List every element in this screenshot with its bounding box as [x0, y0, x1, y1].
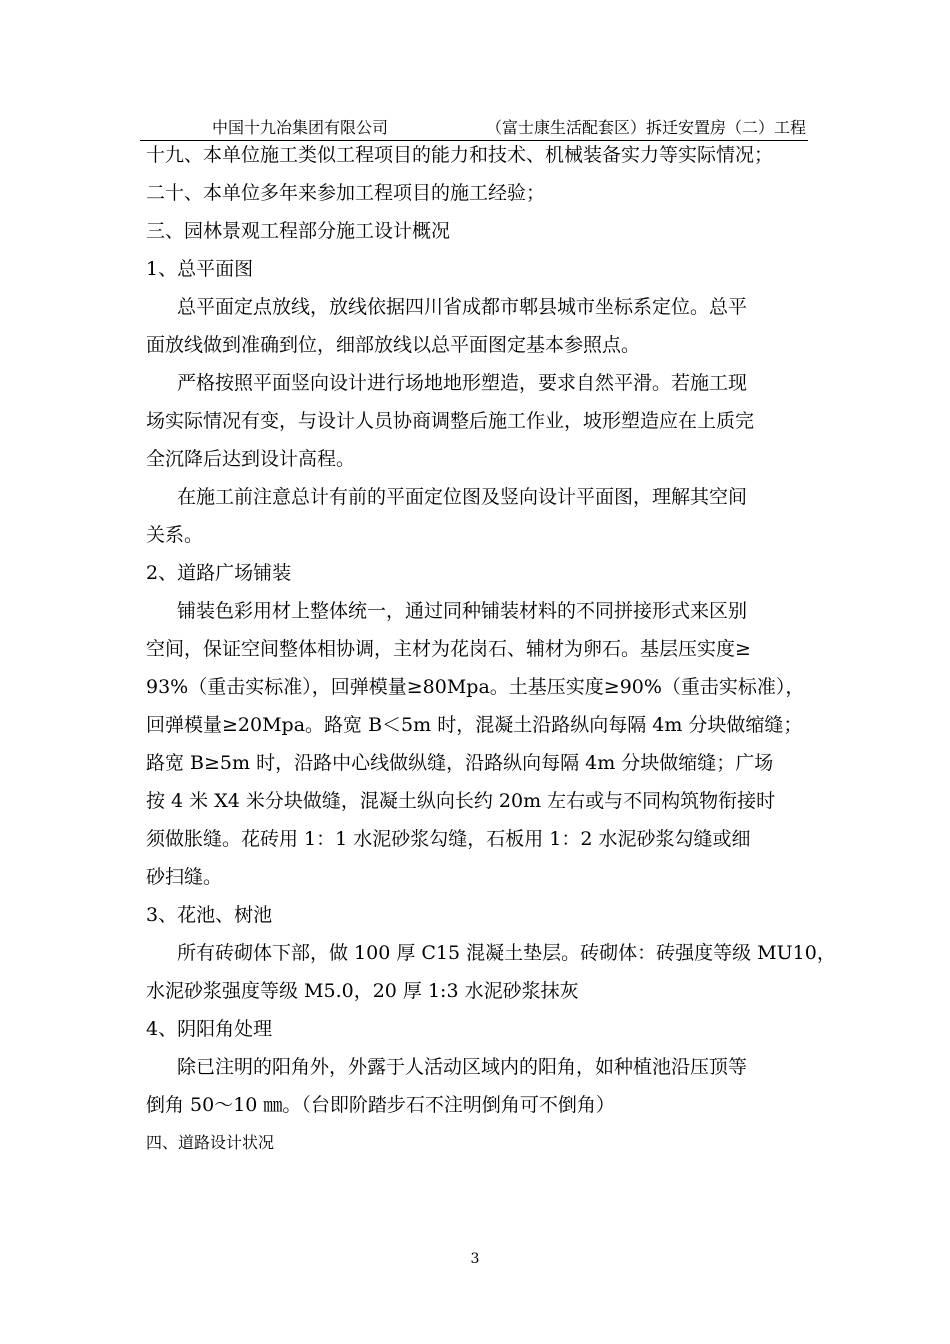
section-heading: 三、园林景观工程部分施工设计概况 [146, 220, 451, 242]
paragraph-line: 面放线做到准确到位，细部放线以总平面图定基本参照点。 [146, 334, 641, 356]
paragraph-line: 回弹模量≥20Mpa。路宽 B＜5m 时，混凝土沿路纵向每隔 4m 分块做缩缝； [146, 714, 803, 736]
paragraph-line: 空间，保证空间整体相协调，主材为花岗石、辅材为卵石。基层压实度≥ [146, 638, 751, 660]
paragraph-line: 须做胀缝。花砖用 1：1 水泥砂浆勾缝，石板用 1：2 水泥砂浆勾缝或细 [146, 828, 751, 850]
section-heading: 四、道路设计状况 [146, 1133, 275, 1152]
paragraph-line: 严格按照平面竖向设计进行场地地形塑造，要求自然平滑。若施工现 [177, 372, 748, 394]
header-company: 中国十九冶集团有限公司 [212, 118, 389, 137]
document-body [146, 136, 836, 1162]
paragraph-line: 总平面定点放线，放线依据四川省成都市郫县城市坐标系定位。总平 [177, 296, 748, 318]
paragraph-line: 铺装色彩用材上整体统一，通过同种铺装材料的不同拼接形式来区别 [177, 600, 748, 622]
paragraph-line: 二十、本单位多年来参加工程项目的施工经验； [146, 182, 546, 204]
paragraph-line: 93%（重击实标准），回弹模量≥80Mpa。土基压实度≥90%（重击实标准）， [146, 676, 805, 698]
subsection-heading: 1、总平面图 [146, 258, 254, 280]
page-number: 3 [470, 1251, 480, 1267]
paragraph-line: 场实际情况有变，与设计人员协商调整后施工作业，坡形塑造应在上质完 [146, 410, 755, 432]
paragraph-line: 十九、本单位施工类似工程项目的能力和技术、机械装备实力等实际情况； [146, 144, 774, 166]
paragraph-line: 在施工前注意总计有前的平面定位图及竖向设计平面图，理解其空间 [177, 486, 748, 508]
header-project: （富士康生活配套区）拆迁安置房（二）工程 [485, 118, 806, 137]
subsection-heading: 4、阴阳角处理 [146, 1018, 273, 1040]
paragraph-line: 全沉降后达到设计高程。 [146, 448, 356, 470]
paragraph-line: 水泥砂浆强度等级 M5.0，20 厚 1:3 水泥砂浆抹灰 [146, 980, 579, 1002]
paragraph-line: 关系。 [146, 524, 204, 546]
paragraph-line: 倒角 50～10 ㎜。（台即阶踏步石不注明倒角可不倒角） [146, 1094, 615, 1116]
paragraph-line: 除已注明的阳角外，外露于人活动区域内的阳角，如种植池沿压顶等 [177, 1056, 748, 1078]
subsection-heading: 2、道路广场铺装 [146, 562, 292, 584]
paragraph-line: 按 4 米 X4 米分块做缝，混凝土纵向长约 20m 左右或与不同构筑物衔接时 [146, 790, 776, 812]
paragraph-line: 路宽 B≥5m 时，沿路中心线做纵缝，沿路纵向每隔 4m 分块做缩缝；广场 [146, 752, 774, 774]
paragraph-line: 砂扫缝。 [146, 866, 223, 888]
subsection-heading: 3、花池、树池 [146, 904, 273, 926]
paragraph-line: 所有砖砌体下部，做 100 厚 C15 混凝土垫层。砖砌体：砖强度等级 MU10， [177, 942, 836, 964]
